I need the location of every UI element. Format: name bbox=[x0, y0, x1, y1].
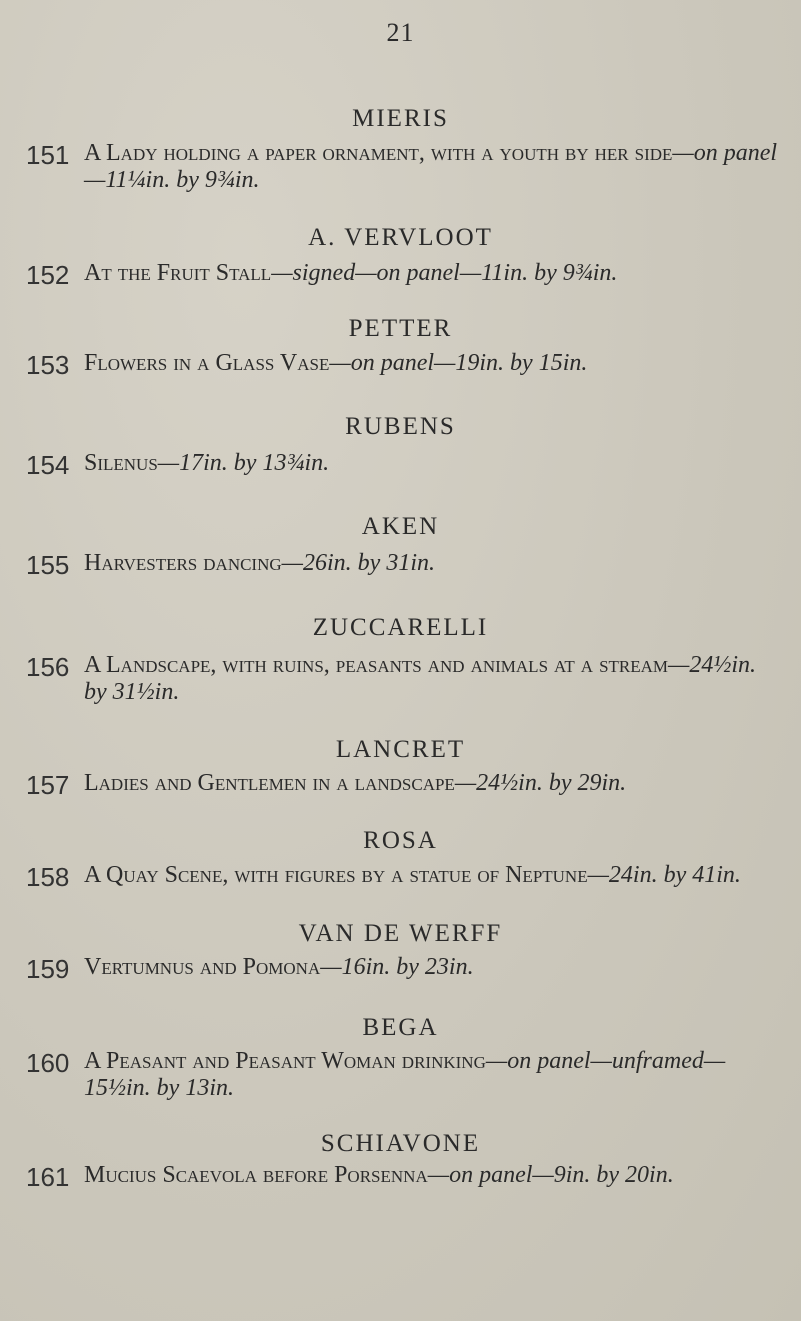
artist-name: VAN DE WERFF bbox=[298, 920, 503, 947]
lot-medium: —signed—on panel—11in. by 9¾in. bbox=[271, 260, 618, 286]
lot-description bbox=[84, 1048, 784, 1102]
lot-medium: —16in. by 23in. bbox=[320, 954, 474, 980]
lot-medium: —on panel—19in. by 15in. bbox=[329, 350, 588, 376]
lot-title: A Lady holding a paper ornament, with a youth by her side bbox=[84, 140, 673, 166]
artist-name: AKEN bbox=[361, 513, 440, 540]
lot-description bbox=[84, 1162, 784, 1189]
lot-number: 159 bbox=[26, 954, 70, 984]
lot-description bbox=[84, 140, 784, 194]
lot-number: 160 bbox=[26, 1048, 70, 1078]
artist-name: RUBENS bbox=[345, 413, 456, 440]
lot-number: 152 bbox=[26, 260, 70, 290]
lot-number: 161 bbox=[26, 1162, 70, 1192]
lot-title: A Peasant and Peasant Woman drinking bbox=[84, 1048, 486, 1074]
lot-description bbox=[84, 450, 784, 477]
lot-number: 156 bbox=[26, 652, 70, 682]
lot-number: 153 bbox=[26, 350, 70, 380]
lot-title: A Landscape, with ruins, peasants and animals at a stream bbox=[84, 652, 669, 678]
lot-medium: —24½in. by 31½in. bbox=[84, 652, 757, 705]
lot-description bbox=[84, 770, 784, 797]
lot-title: Ladies and Gentlemen in a landscape bbox=[84, 770, 455, 796]
lot-title: Silenus bbox=[84, 450, 158, 476]
artist-name: ROSA bbox=[363, 827, 438, 854]
lot-title: A Quay Scene, with figures by a statue of Neptune bbox=[84, 862, 588, 888]
artist-name: BEGA bbox=[362, 1014, 439, 1041]
lot-medium: —on panel—unframed—15½in. by 13in. bbox=[84, 1048, 726, 1101]
artist-name: LANCRET bbox=[335, 736, 466, 763]
lot-title: Vertumnus and Pomona bbox=[84, 954, 321, 980]
lot-number: 154 bbox=[26, 450, 70, 480]
lot-title: Harvesters dancing bbox=[84, 550, 282, 576]
artist-name: A. VERVLOOT bbox=[308, 224, 493, 251]
lot-medium: —on panel—11¼in. by 9¾in. bbox=[84, 140, 778, 193]
lot-medium: —24in. by 41in. bbox=[587, 862, 741, 888]
artist-name: PETTER bbox=[348, 315, 453, 342]
lot-number: 158 bbox=[26, 862, 70, 892]
lot-description bbox=[84, 652, 784, 706]
artist-name: MIERIS bbox=[352, 105, 449, 132]
lot-number: 157 bbox=[26, 770, 70, 800]
lot-description bbox=[84, 260, 784, 287]
lot-medium: —on panel—9in. by 20in. bbox=[427, 1162, 674, 1188]
lot-description bbox=[84, 954, 784, 981]
lot-title: At the Fruit Stall bbox=[84, 260, 272, 286]
lot-number: 151 bbox=[26, 140, 70, 170]
lot-title: Mucius Scaevola before Porsenna bbox=[84, 1162, 428, 1188]
lot-description bbox=[84, 862, 784, 889]
lot-medium: —17in. by 13¾in. bbox=[157, 450, 330, 476]
artist-name: SCHIAVONE bbox=[320, 1130, 481, 1157]
lot-number: 155 bbox=[26, 550, 70, 580]
artist-name: ZUCCARELLI bbox=[312, 614, 489, 641]
lot-medium: —26in. by 31in. bbox=[281, 550, 435, 576]
lot-description bbox=[84, 350, 784, 377]
page-number: 21 bbox=[386, 18, 415, 47]
lot-medium: —24½in. by 29in. bbox=[454, 770, 627, 796]
lot-title: Flowers in a Glass Vase bbox=[84, 350, 330, 376]
lot-description bbox=[84, 550, 784, 577]
